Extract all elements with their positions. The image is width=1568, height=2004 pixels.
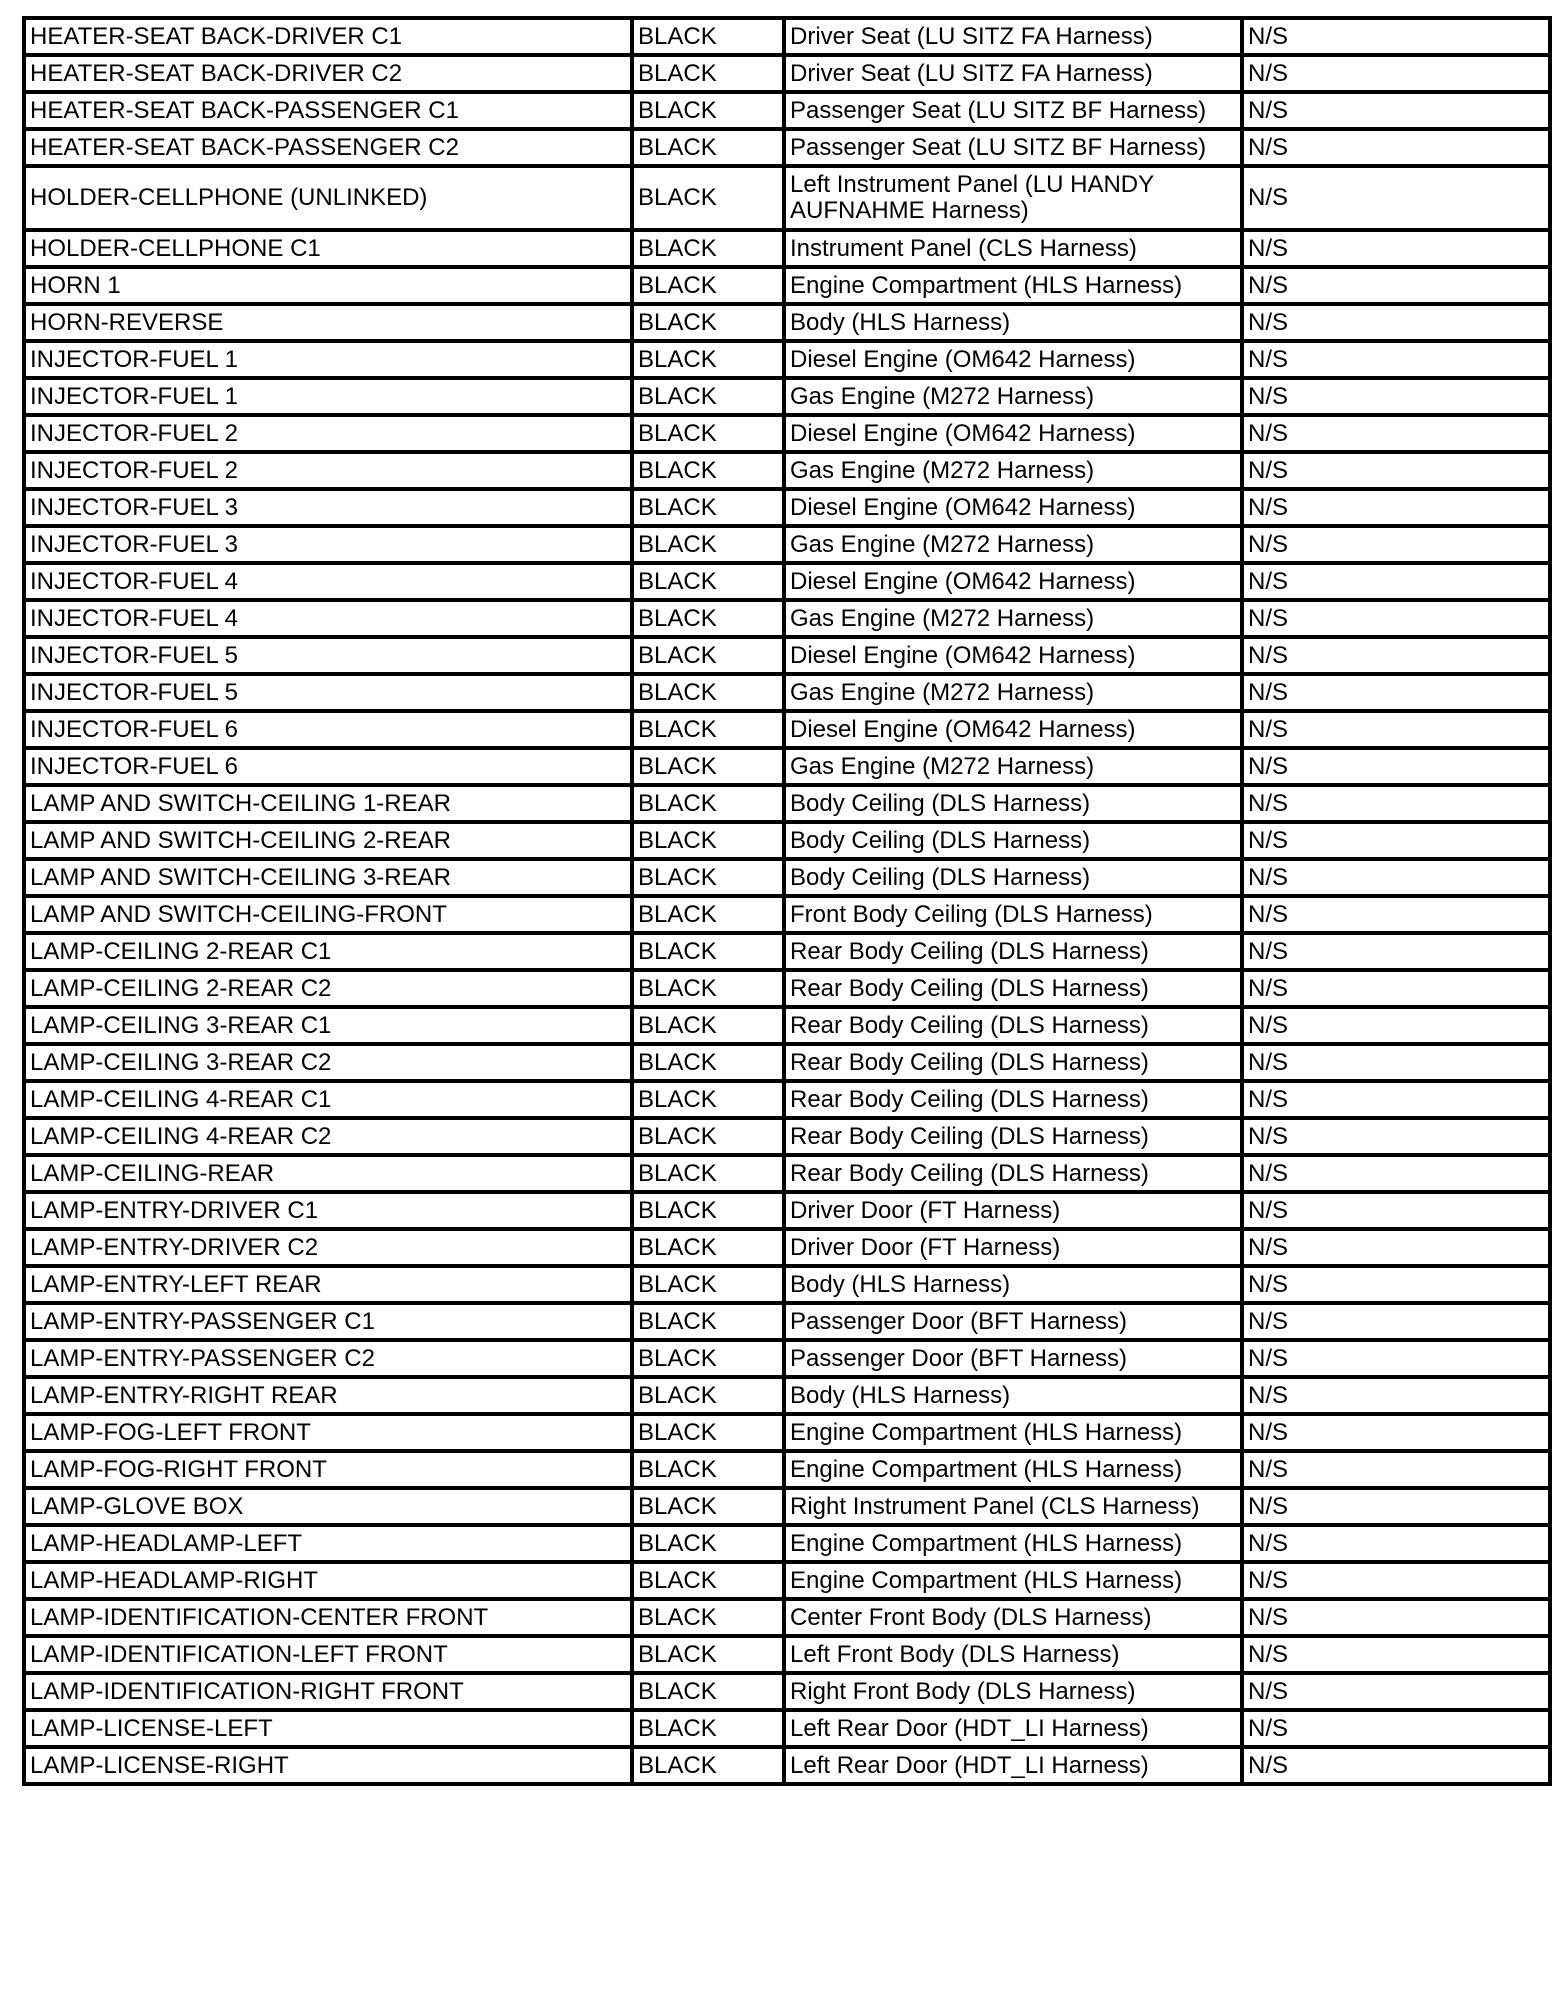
connector-note-cell: N/S: [1242, 1377, 1550, 1414]
connector-color-cell: BLACK: [632, 822, 784, 859]
connector-note-cell: N/S: [1242, 933, 1550, 970]
connector-note-cell: N/S: [1242, 415, 1550, 452]
connector-note-cell: N/S: [1242, 1673, 1550, 1710]
connector-name-cell: LAMP-GLOVE BOX: [24, 1488, 632, 1525]
connector-table: [22, 16, 1552, 1786]
connector-color-cell: BLACK: [632, 92, 784, 129]
connector-name-cell: LAMP-IDENTIFICATION-RIGHT FRONT: [24, 1673, 632, 1710]
connector-name-cell: LAMP-IDENTIFICATION-LEFT FRONT: [24, 1636, 632, 1673]
connector-color-cell: BLACK: [632, 970, 784, 1007]
connector-note-cell: N/S: [1242, 166, 1550, 230]
table-row: [24, 785, 1550, 822]
connector-name-cell: HEATER-SEAT BACK-PASSENGER C2: [24, 129, 632, 166]
connector-note-cell: N/S: [1242, 1599, 1550, 1636]
connector-location-cell: Rear Body Ceiling (DLS Harness): [784, 933, 1242, 970]
connector-name-cell: INJECTOR-FUEL 3: [24, 489, 632, 526]
table-row: [24, 55, 1550, 92]
connector-note-cell: N/S: [1242, 489, 1550, 526]
connector-color-cell: BLACK: [632, 1044, 784, 1081]
connector-note-cell: N/S: [1242, 1414, 1550, 1451]
connector-name-cell: LAMP AND SWITCH-CEILING 2-REAR: [24, 822, 632, 859]
connector-location-cell: Right Front Body (DLS Harness): [784, 1673, 1242, 1710]
connector-name-cell: LAMP-HEADLAMP-RIGHT: [24, 1562, 632, 1599]
connector-color-cell: BLACK: [632, 1636, 784, 1673]
table-row: [24, 489, 1550, 526]
table-row: [24, 1377, 1550, 1414]
connector-name-cell: INJECTOR-FUEL 5: [24, 674, 632, 711]
connector-location-cell: Engine Compartment (HLS Harness): [784, 267, 1242, 304]
connector-location-cell: Engine Compartment (HLS Harness): [784, 1562, 1242, 1599]
table-row: [24, 970, 1550, 1007]
connector-color-cell: BLACK: [632, 1155, 784, 1192]
connector-name-cell: HORN-REVERSE: [24, 304, 632, 341]
connector-note-cell: N/S: [1242, 896, 1550, 933]
connector-color-cell: BLACK: [632, 711, 784, 748]
connector-note-cell: N/S: [1242, 129, 1550, 166]
connector-note-cell: N/S: [1242, 1266, 1550, 1303]
connector-location-cell: Driver Door (FT Harness): [784, 1192, 1242, 1229]
connector-color-cell: BLACK: [632, 55, 784, 92]
connector-name-cell: INJECTOR-FUEL 4: [24, 563, 632, 600]
connector-note-cell: N/S: [1242, 1007, 1550, 1044]
connector-location-cell: Engine Compartment (HLS Harness): [784, 1451, 1242, 1488]
table-row: [24, 637, 1550, 674]
connector-location-cell: Rear Body Ceiling (DLS Harness): [784, 1081, 1242, 1118]
table-row: [24, 674, 1550, 711]
table-row: [24, 378, 1550, 415]
connector-location-cell: Diesel Engine (OM642 Harness): [784, 341, 1242, 378]
connector-note-cell: N/S: [1242, 970, 1550, 1007]
connector-location-cell: Front Body Ceiling (DLS Harness): [784, 896, 1242, 933]
connector-location-cell: Gas Engine (M272 Harness): [784, 748, 1242, 785]
connector-name-cell: LAMP-ENTRY-PASSENGER C1: [24, 1303, 632, 1340]
connector-note-cell: N/S: [1242, 304, 1550, 341]
connector-note-cell: N/S: [1242, 378, 1550, 415]
connector-name-cell: INJECTOR-FUEL 6: [24, 748, 632, 785]
connector-note-cell: N/S: [1242, 748, 1550, 785]
table-row: [24, 1414, 1550, 1451]
connector-name-cell: LAMP-CEILING 2-REAR C1: [24, 933, 632, 970]
connector-location-cell: Driver Seat (LU SITZ FA Harness): [784, 18, 1242, 55]
connector-location-cell: Gas Engine (M272 Harness): [784, 452, 1242, 489]
table-row: [24, 1266, 1550, 1303]
connector-location-cell: Engine Compartment (HLS Harness): [784, 1525, 1242, 1562]
connector-color-cell: BLACK: [632, 1266, 784, 1303]
connector-color-cell: BLACK: [632, 1488, 784, 1525]
connector-color-cell: BLACK: [632, 1525, 784, 1562]
table-row: [24, 452, 1550, 489]
connector-name-cell: HOLDER-CELLPHONE C1: [24, 230, 632, 267]
connector-name-cell: LAMP-LICENSE-LEFT: [24, 1710, 632, 1747]
connector-name-cell: HEATER-SEAT BACK-DRIVER C1: [24, 18, 632, 55]
connector-name-cell: LAMP-ENTRY-RIGHT REAR: [24, 1377, 632, 1414]
connector-location-cell: Instrument Panel (CLS Harness): [784, 230, 1242, 267]
connector-location-cell: Driver Seat (LU SITZ FA Harness): [784, 55, 1242, 92]
table-row: [24, 92, 1550, 129]
connector-color-cell: BLACK: [632, 1562, 784, 1599]
table-row: [24, 600, 1550, 637]
connector-color-cell: BLACK: [632, 1377, 784, 1414]
connector-note-cell: N/S: [1242, 1155, 1550, 1192]
connector-note-cell: N/S: [1242, 92, 1550, 129]
table-row: [24, 304, 1550, 341]
connector-note-cell: N/S: [1242, 1562, 1550, 1599]
connector-location-cell: Gas Engine (M272 Harness): [784, 674, 1242, 711]
connector-note-cell: N/S: [1242, 452, 1550, 489]
connector-note-cell: N/S: [1242, 1229, 1550, 1266]
connector-location-cell: Body (HLS Harness): [784, 304, 1242, 341]
connector-name-cell: INJECTOR-FUEL 6: [24, 711, 632, 748]
connector-location-cell: Diesel Engine (OM642 Harness): [784, 489, 1242, 526]
connector-note-cell: N/S: [1242, 563, 1550, 600]
connector-name-cell: LAMP-ENTRY-DRIVER C2: [24, 1229, 632, 1266]
connector-color-cell: BLACK: [632, 489, 784, 526]
connector-note-cell: N/S: [1242, 1525, 1550, 1562]
table-row: [24, 267, 1550, 304]
connector-name-cell: INJECTOR-FUEL 2: [24, 415, 632, 452]
connector-color-cell: BLACK: [632, 452, 784, 489]
connector-location-cell: Gas Engine (M272 Harness): [784, 600, 1242, 637]
connector-name-cell: LAMP-CEILING-REAR: [24, 1155, 632, 1192]
connector-color-cell: BLACK: [632, 674, 784, 711]
connector-location-cell: Passenger Seat (LU SITZ BF Harness): [784, 92, 1242, 129]
connector-color-cell: BLACK: [632, 415, 784, 452]
connector-name-cell: LAMP-LICENSE-RIGHT: [24, 1747, 632, 1784]
connector-name-cell: LAMP-ENTRY-DRIVER C1: [24, 1192, 632, 1229]
table-row: [24, 1229, 1550, 1266]
connector-name-cell: INJECTOR-FUEL 2: [24, 452, 632, 489]
connector-location-cell: Passenger Seat (LU SITZ BF Harness): [784, 129, 1242, 166]
connector-note-cell: N/S: [1242, 1081, 1550, 1118]
connector-location-cell: Passenger Door (BFT Harness): [784, 1303, 1242, 1340]
connector-name-cell: HEATER-SEAT BACK-PASSENGER C1: [24, 92, 632, 129]
connector-location-cell: Gas Engine (M272 Harness): [784, 526, 1242, 563]
table-row: [24, 341, 1550, 378]
connector-name-cell: LAMP-CEILING 4-REAR C1: [24, 1081, 632, 1118]
connector-note-cell: N/S: [1242, 18, 1550, 55]
connector-color-cell: BLACK: [632, 526, 784, 563]
connector-color-cell: BLACK: [632, 933, 784, 970]
connector-location-cell: Diesel Engine (OM642 Harness): [784, 711, 1242, 748]
connector-note-cell: N/S: [1242, 1044, 1550, 1081]
connector-name-cell: LAMP-HEADLAMP-LEFT: [24, 1525, 632, 1562]
table-row: [24, 230, 1550, 267]
table-row: [24, 1044, 1550, 1081]
table-row: [24, 933, 1550, 970]
connector-location-cell: Body Ceiling (DLS Harness): [784, 859, 1242, 896]
connector-location-cell: Rear Body Ceiling (DLS Harness): [784, 1118, 1242, 1155]
connector-note-cell: N/S: [1242, 1488, 1550, 1525]
connector-name-cell: LAMP-CEILING 3-REAR C1: [24, 1007, 632, 1044]
table-row: [24, 129, 1550, 166]
connector-name-cell: LAMP AND SWITCH-CEILING 1-REAR: [24, 785, 632, 822]
connector-note-cell: N/S: [1242, 526, 1550, 563]
connector-color-cell: BLACK: [632, 1007, 784, 1044]
connector-color-cell: BLACK: [632, 600, 784, 637]
connector-color-cell: BLACK: [632, 1451, 784, 1488]
connector-name-cell: HEATER-SEAT BACK-DRIVER C2: [24, 55, 632, 92]
table-row: [24, 1710, 1550, 1747]
connector-name-cell: LAMP-FOG-RIGHT FRONT: [24, 1451, 632, 1488]
connector-location-cell: Right Instrument Panel (CLS Harness): [784, 1488, 1242, 1525]
connector-name-cell: INJECTOR-FUEL 5: [24, 637, 632, 674]
table-row: [24, 711, 1550, 748]
connector-color-cell: BLACK: [632, 785, 784, 822]
connector-location-cell: Body Ceiling (DLS Harness): [784, 822, 1242, 859]
connector-name-cell: INJECTOR-FUEL 1: [24, 378, 632, 415]
table-body: [24, 18, 1550, 1784]
connector-color-cell: BLACK: [632, 1229, 784, 1266]
connector-color-cell: BLACK: [632, 748, 784, 785]
connector-name-cell: INJECTOR-FUEL 4: [24, 600, 632, 637]
table-row: [24, 822, 1550, 859]
connector-color-cell: BLACK: [632, 378, 784, 415]
connector-name-cell: LAMP-FOG-LEFT FRONT: [24, 1414, 632, 1451]
connector-color-cell: BLACK: [632, 563, 784, 600]
connector-location-cell: Left Rear Door (HDT_LI Harness): [784, 1747, 1242, 1784]
connector-color-cell: BLACK: [632, 341, 784, 378]
connector-name-cell: LAMP-CEILING 4-REAR C2: [24, 1118, 632, 1155]
connector-note-cell: N/S: [1242, 711, 1550, 748]
table-row: [24, 166, 1550, 230]
table-row: [24, 1562, 1550, 1599]
connector-note-cell: N/S: [1242, 1636, 1550, 1673]
connector-name-cell: HORN 1: [24, 267, 632, 304]
connector-name-cell: INJECTOR-FUEL 1: [24, 341, 632, 378]
connector-color-cell: BLACK: [632, 1192, 784, 1229]
table-row: [24, 1636, 1550, 1673]
connector-note-cell: N/S: [1242, 55, 1550, 92]
connector-name-cell: LAMP-CEILING 3-REAR C2: [24, 1044, 632, 1081]
connector-note-cell: N/S: [1242, 1340, 1550, 1377]
connector-color-cell: BLACK: [632, 1340, 784, 1377]
connector-note-cell: N/S: [1242, 1118, 1550, 1155]
connector-color-cell: BLACK: [632, 230, 784, 267]
table-row: [24, 526, 1550, 563]
connector-location-cell: Engine Compartment (HLS Harness): [784, 1414, 1242, 1451]
connector-location-cell: Diesel Engine (OM642 Harness): [784, 415, 1242, 452]
connector-location-cell: Passenger Door (BFT Harness): [784, 1340, 1242, 1377]
connector-note-cell: N/S: [1242, 1192, 1550, 1229]
table-row: [24, 415, 1550, 452]
connector-color-cell: BLACK: [632, 1673, 784, 1710]
connector-location-cell: Diesel Engine (OM642 Harness): [784, 637, 1242, 674]
connector-color-cell: BLACK: [632, 859, 784, 896]
table-row: [24, 563, 1550, 600]
table-row: [24, 1599, 1550, 1636]
connector-location-cell: Body Ceiling (DLS Harness): [784, 785, 1242, 822]
connector-note-cell: N/S: [1242, 637, 1550, 674]
connector-name-cell: LAMP-ENTRY-PASSENGER C2: [24, 1340, 632, 1377]
connector-color-cell: BLACK: [632, 896, 784, 933]
connector-name-cell: LAMP-CEILING 2-REAR C2: [24, 970, 632, 1007]
connector-location-cell: Left Front Body (DLS Harness): [784, 1636, 1242, 1673]
connector-color-cell: BLACK: [632, 1599, 784, 1636]
connector-note-cell: N/S: [1242, 600, 1550, 637]
connector-note-cell: N/S: [1242, 822, 1550, 859]
connector-note-cell: N/S: [1242, 785, 1550, 822]
connector-location-cell: Rear Body Ceiling (DLS Harness): [784, 1155, 1242, 1192]
connector-color-cell: BLACK: [632, 1710, 784, 1747]
table-row: [24, 1081, 1550, 1118]
table-row: [24, 1747, 1550, 1784]
connector-color-cell: BLACK: [632, 166, 784, 230]
connector-location-cell: Center Front Body (DLS Harness): [784, 1599, 1242, 1636]
connector-location-cell: Left Rear Door (HDT_LI Harness): [784, 1710, 1242, 1747]
connector-name-cell: LAMP AND SWITCH-CEILING 3-REAR: [24, 859, 632, 896]
connector-color-cell: BLACK: [632, 1118, 784, 1155]
table-row: [24, 1525, 1550, 1562]
connector-color-cell: BLACK: [632, 1414, 784, 1451]
connector-note-cell: N/S: [1242, 1710, 1550, 1747]
connector-color-cell: BLACK: [632, 1747, 784, 1784]
connector-note-cell: N/S: [1242, 1747, 1550, 1784]
connector-location-cell: Rear Body Ceiling (DLS Harness): [784, 1044, 1242, 1081]
connector-note-cell: N/S: [1242, 230, 1550, 267]
connector-note-cell: N/S: [1242, 674, 1550, 711]
connector-location-cell: Gas Engine (M272 Harness): [784, 378, 1242, 415]
connector-location-cell: Body (HLS Harness): [784, 1377, 1242, 1414]
table-row: [24, 18, 1550, 55]
connector-note-cell: N/S: [1242, 859, 1550, 896]
table-row: [24, 1451, 1550, 1488]
connector-location-cell: Rear Body Ceiling (DLS Harness): [784, 1007, 1242, 1044]
table-row: [24, 1340, 1550, 1377]
table-row: [24, 1192, 1550, 1229]
connector-name-cell: LAMP AND SWITCH-CEILING-FRONT: [24, 896, 632, 933]
connector-name-cell: HOLDER-CELLPHONE (UNLINKED): [24, 166, 632, 230]
connector-color-cell: BLACK: [632, 129, 784, 166]
table-row: [24, 1155, 1550, 1192]
connector-note-cell: N/S: [1242, 1451, 1550, 1488]
table-row: [24, 748, 1550, 785]
connector-location-cell: Driver Door (FT Harness): [784, 1229, 1242, 1266]
table-row: [24, 859, 1550, 896]
table-row: [24, 1118, 1550, 1155]
connector-color-cell: BLACK: [632, 637, 784, 674]
connector-note-cell: N/S: [1242, 341, 1550, 378]
connector-name-cell: LAMP-IDENTIFICATION-CENTER FRONT: [24, 1599, 632, 1636]
connector-color-cell: BLACK: [632, 267, 784, 304]
connector-name-cell: INJECTOR-FUEL 3: [24, 526, 632, 563]
connector-color-cell: BLACK: [632, 1303, 784, 1340]
connector-color-cell: BLACK: [632, 18, 784, 55]
connector-location-cell: Left Instrument Panel (LU HANDY AUFNAHME Harness): [784, 166, 1242, 230]
table-row: [24, 1673, 1550, 1710]
table-row: [24, 1303, 1550, 1340]
connector-note-cell: N/S: [1242, 1303, 1550, 1340]
connector-color-cell: BLACK: [632, 1081, 784, 1118]
table-row: [24, 1488, 1550, 1525]
connector-location-cell: Diesel Engine (OM642 Harness): [784, 563, 1242, 600]
table-row: [24, 896, 1550, 933]
connector-name-cell: LAMP-ENTRY-LEFT REAR: [24, 1266, 632, 1303]
connector-location-cell: Rear Body Ceiling (DLS Harness): [784, 970, 1242, 1007]
connector-color-cell: BLACK: [632, 304, 784, 341]
connector-note-cell: N/S: [1242, 267, 1550, 304]
table-row: [24, 1007, 1550, 1044]
connector-location-cell: Body (HLS Harness): [784, 1266, 1242, 1303]
